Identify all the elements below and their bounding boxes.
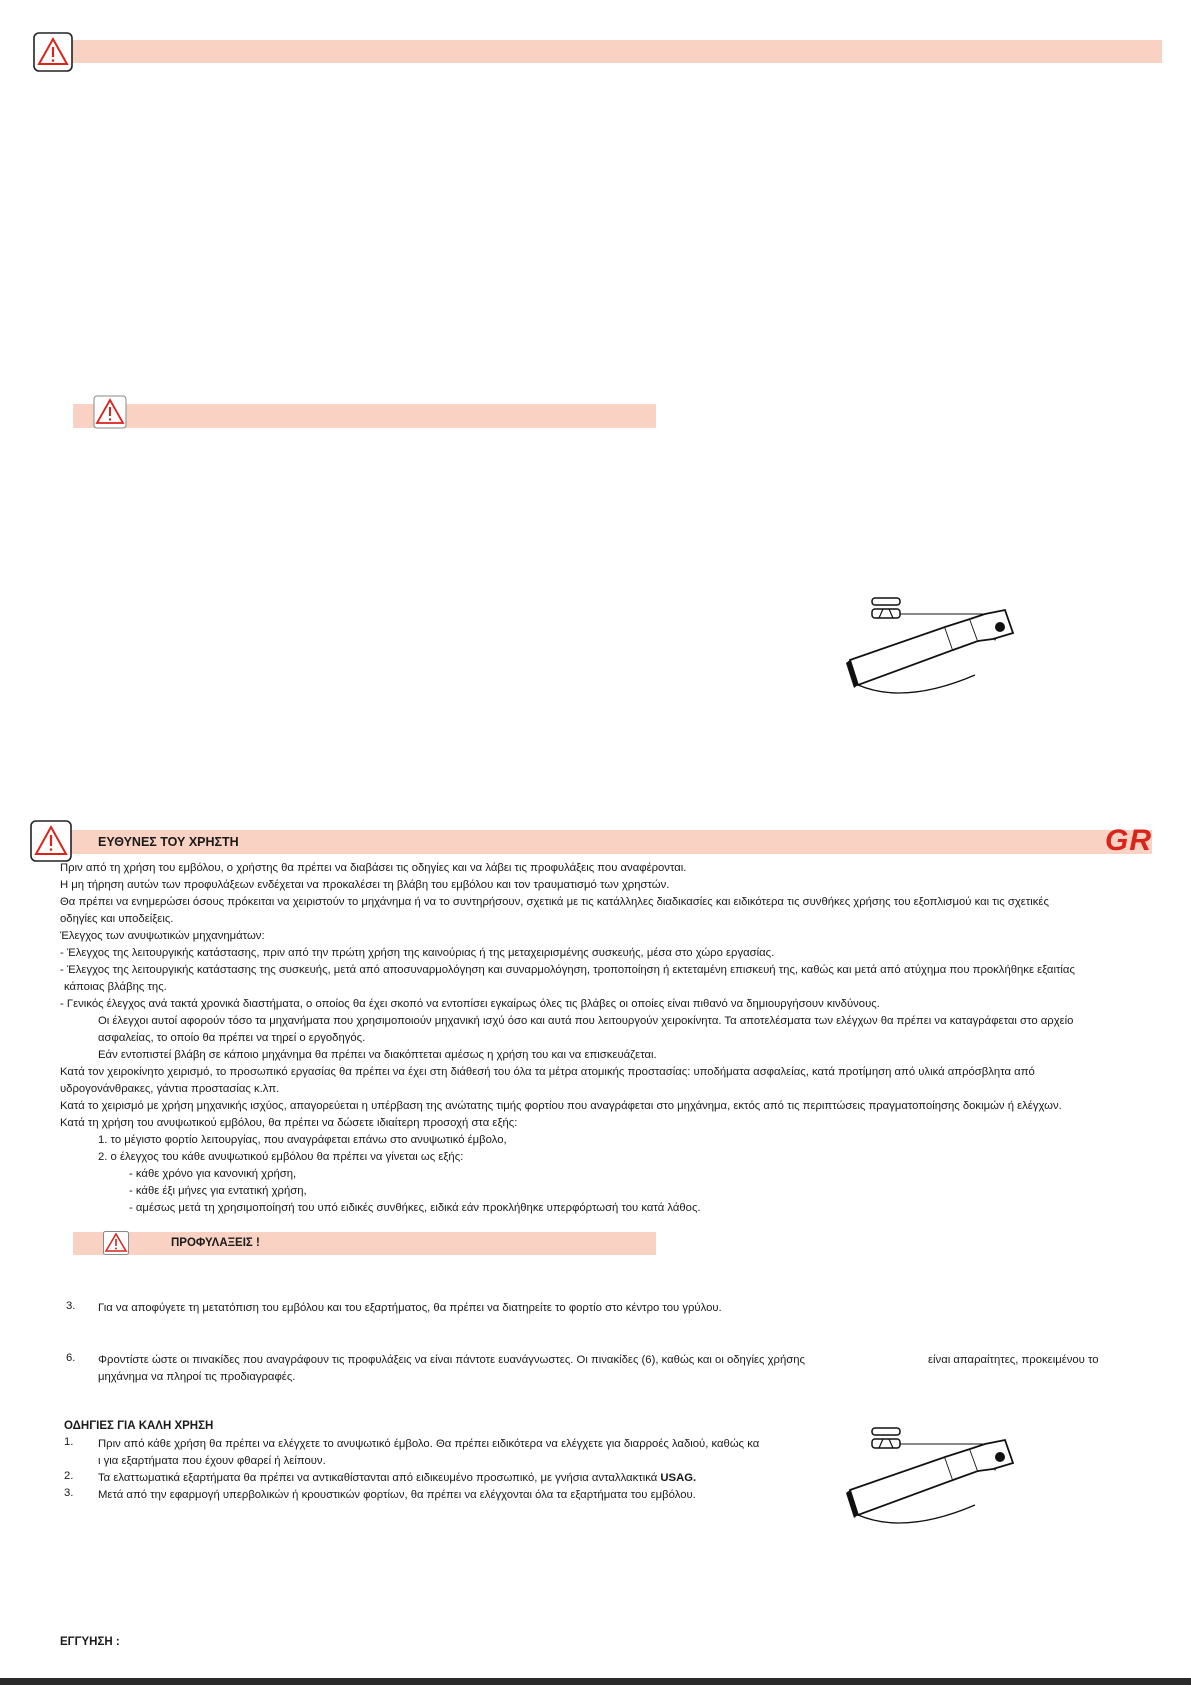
precaution-text: είναι απαραίτητες, προκειμένου το [928,1354,1099,1366]
resp-line: υδρογονάνθρακες, γάντια προστασίας κ.λπ. [60,1083,280,1095]
resp-line: Κατά το χειρισμό με χρήση μηχανικής ισχύος, απαγορεύεται η υπέρβαση της ανώτατης τιμής φορτίου που αναγράφεται στο μηχάνημα, εκτός από τις περιπτώσεις πραγματοποίησης δοκιμών ή ελέγχων. [60,1100,1062,1112]
cylinder-illustration [845,1425,1025,1540]
resp-line: Εάν εντοπιστεί βλάβη σε κάποιο μηχάνημα θα πρέπει να διακόπτεται αμέσως η χρήση του και να επισκευάζεται. [98,1049,657,1061]
good-use-text: Πριν από κάθε χρήση θα πρέπει να ελέγχετε το ανυψωτικό έμβολο. Θα πρέπει ειδικότερα να ελέγχετε για διαρροές λαδιού, καθώς κα [98,1438,760,1450]
precaution-number: 3. [66,1300,76,1312]
precaution-text: Φροντίστε ώστε οι πινακίδες που αναγράφουν τις προφυλάξεις να είναι πάντοτε ευανάγνωστες. Οι πινακίδες (6), καθώς και οι οδηγίες χρήσης [98,1354,805,1366]
resp-line: ασφαλείας, το οποίο θα πρέπει να τηρεί ο εργοδηγός. [98,1032,366,1044]
precaution-text: μηχάνημα να πληροί τις προδιαγραφές. [98,1371,296,1383]
good-use-text [98,1470,696,1487]
resp-line: Πριν από τη χρήση του εμβόλου, ο χρήστης θα πρέπει να διαβάσει τις οδηγίες και να λάβει τις προφυλάξεις που αναφέρονται. [60,862,687,874]
resp-line: - Έλεγχος της λειτουργικής κατάστασης, πριν από την πρώτη χρήση της καινούριας ή της μεταχειρισμένης συσκευής, μέσα στο χώρο εργασίας. [60,947,775,959]
good-use-number: 3. [64,1487,74,1499]
resp-line: κάποιας βλάβης της. [64,981,167,993]
warranty-title: ΕΓΓΥΗΣΗ : [60,1636,120,1648]
good-use-title: ΟΔΗΓΙΕΣ ΓΙΑ ΚΑΛΗ ΧΡΗΣΗ [64,1420,214,1432]
resp-line: - αμέσως μετά τη χρησιμοποίησή του υπό ειδικές συνθήκες, ειδικά εάν προκλήθηκε υπερφόρτωσή του κατά λάθος. [129,1202,701,1214]
good-use-text-part: Τα ελαττωματικά εξαρτήματα θα πρέπει να αντικαθίστανται από ειδικευμένο προσωπικό, με γνήσια ανταλλακτικά [98,1472,658,1484]
resp-line: Η μη τήρηση αυτών των προφυλάξεων ενδέχεται να προκαλέσει τη βλάβη του εμβόλου και τον τραυματισμό των χρηστών. [60,879,670,891]
responsibilities-title: ΕΥΘΥΝΕΣ ΤΟΥ ΧΡΗΣΤΗ [98,835,239,849]
usag-brand: USAG. [660,1472,697,1484]
warning-triangle-icon [103,1231,129,1255]
warning-triangle-icon [30,820,72,862]
precaution-number: 6. [66,1352,76,1364]
good-use-number: 1. [64,1436,74,1448]
resp-line: - Γενικός έλεγχος ανά τακτά χρονικά διαστήματα, ο οποίος θα έχει σκοπό να εντοπίσει εγκαίρως όλες τις βλάβες οι οποίες είναι πιθανό να δημιουργήσουν κινδύνους. [60,998,880,1010]
resp-line: Θα πρέπει να ενημερώσει όσους πρόκειται να χειριστούν το μηχάνημα ή να το συντηρήσουν, σχετικά με τις κατάλληλες διαδικασίες και ειδικότερα τις συνθήκες χρήσης του εξοπλισμού και τις σχετικές [60,896,1049,908]
resp-line: - κάθε χρόνο για κανονική χρήση, [129,1168,297,1180]
precautions-title: ΠΡΟΦΥΛΑΞΕΙΣ ! [171,1237,260,1249]
language-tag: GR [1105,824,1152,857]
resp-line: 2. ο έλεγχος του κάθε ανυψωτικού εμβόλου θα πρέπει να γίνεται ως εξής: [98,1151,464,1163]
precaution-text: Για να αποφύγετε τη μετατόπιση του εμβόλου και του εξαρτήματος, θα πρέπει να διατηρείτε το φορτίο στο κέντρο του γρύλου. [98,1302,722,1314]
resp-line: - κάθε έξι μήνες για εντατική χρήση, [129,1185,307,1197]
good-use-text: Μετά από την εφαρμογή υπερβολικών ή κρουστικών φορτίων, θα πρέπει να ελέγχονται όλα τα εξαρτήματα του εμβόλου. [98,1489,696,1501]
resp-line: Έλεγχος των ανυψωτικών μηχανημάτων: [60,930,265,942]
mid-header-band [73,404,656,428]
resp-line: Κατά τη χρήση του ανυψωτικού εμβόλου, θα πρέπει να δώσετε ιδιαίτερη προσοχή στα εξής: [60,1117,518,1129]
resp-line: Κατά τον χειροκίνητο χειρισμό, το προσωπικό εργασίας θα πρέπει να έχει στη διάθεσή του όλα τα μέτρα ατομικής προστασίας: υποδήματα ασφαλείας, κατά προτίμηση από υλικά απρόσβλητα από [60,1066,1035,1078]
good-use-text: ι για εξαρτήματα που έχουν φθαρεί ή λείπουν. [98,1455,326,1467]
bottom-rule [0,1678,1191,1685]
resp-line: 1. το μέγιστο φορτίο λειτουργίας, που αναγράφεται επάνω στο ανυψωτικό έμβολο, [98,1134,507,1146]
good-use-number: 2. [64,1470,74,1482]
top-header-band [70,40,1162,63]
resp-line: Οι έλεγχοι αυτοί αφορούν τόσο τα μηχανήματα που χρησιμοποιούν μηχανική ισχύ όσο και αυτά που λειτουργούν χειροκίνητα. Τα αποτελέσματα των ελέγχων θα πρέπει να καταγράφεται στο αρχείο [98,1015,1074,1027]
warning-triangle-icon [93,395,127,429]
cylinder-illustration [845,595,1025,710]
warning-triangle-icon [33,32,73,72]
resp-line: - Έλεγχος της λειτουργικής κατάστασης της συσκευής, μετά από αποσυναρμολόγηση και συναρμολόγηση, τροποποίηση ή εκτεταμένη επισκευή της, καθώς και μετά από ατύχημα που προκλήθηκε εξαιτίας [60,964,1075,976]
resp-line: οδηγίες και υποδείξεις. [60,913,174,925]
precautions-header-band [73,1232,656,1255]
